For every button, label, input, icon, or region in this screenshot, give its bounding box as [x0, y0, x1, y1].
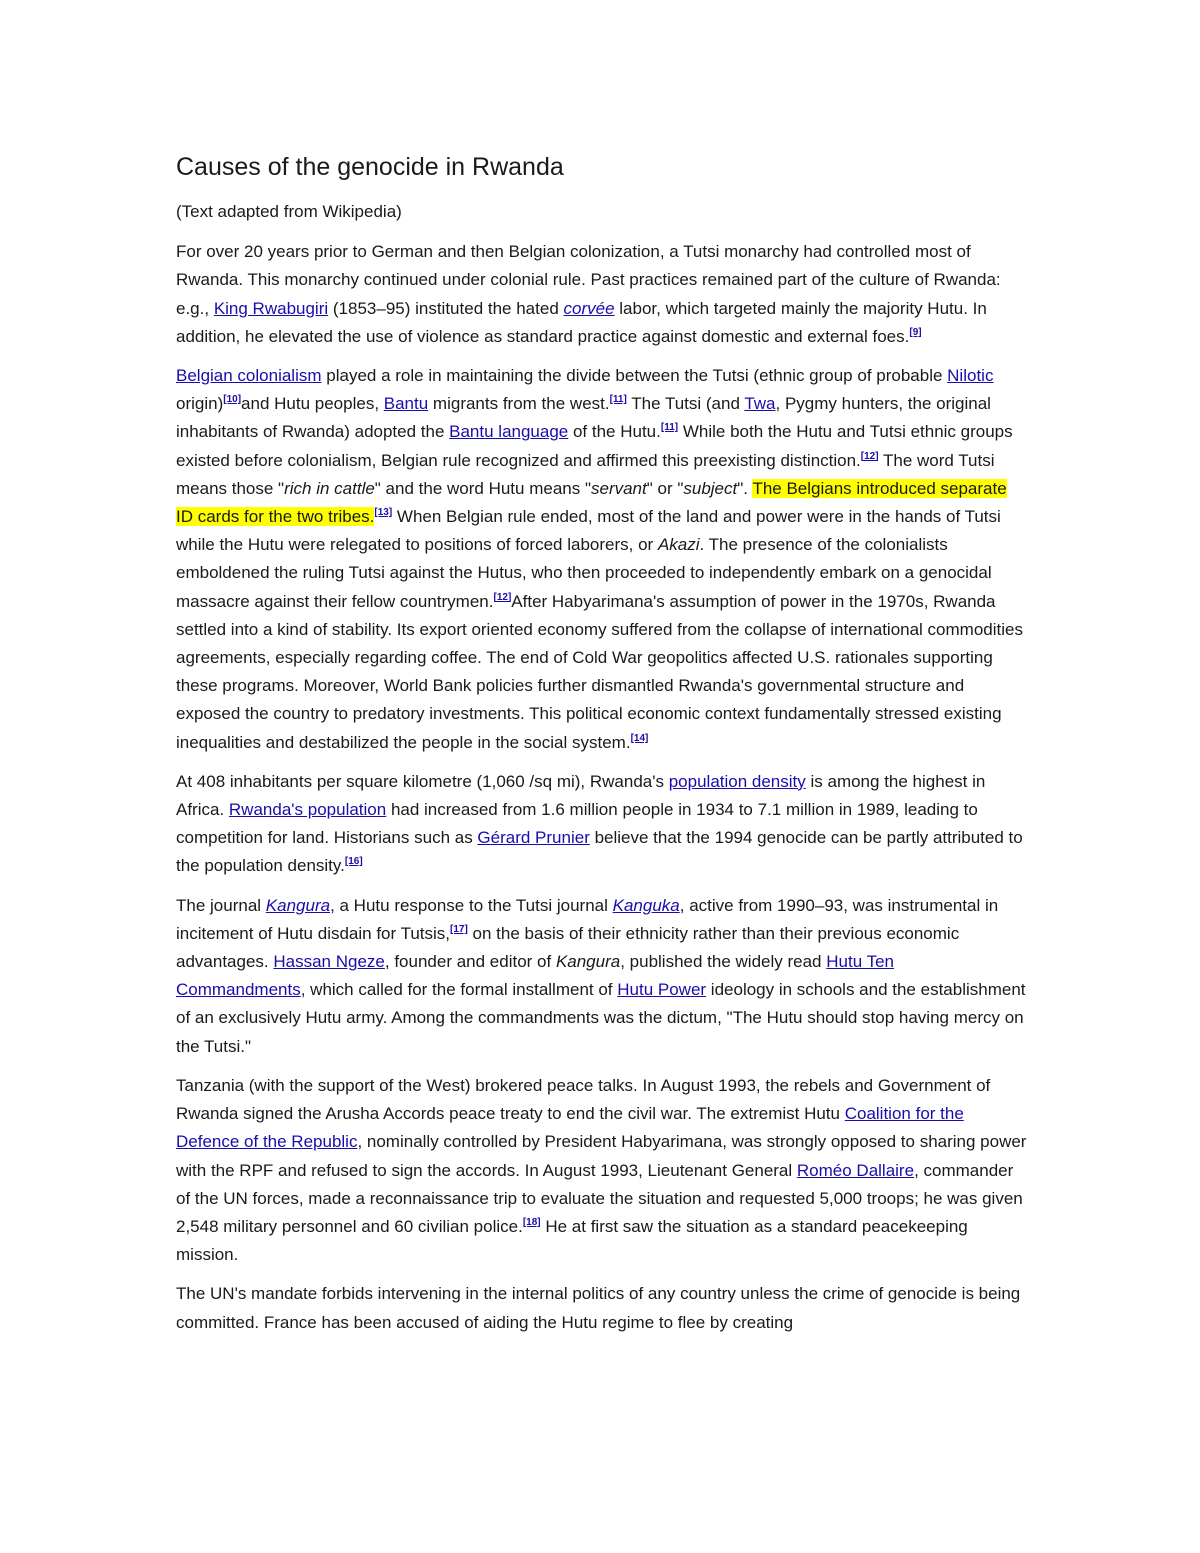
text-run: , active from 1990–93, was instrumental in incitement of Hutu disdain for Tutsis,	[176, 895, 999, 943]
emphasis-subject: subject	[683, 478, 738, 498]
text-run: believe that the 1994 genocide can be partly attributed to the population density.	[176, 828, 1023, 876]
link-romeo-dallaire[interactable]: Roméo Dallaire	[796, 1160, 915, 1180]
text-run: and Hutu peoples,	[241, 394, 384, 414]
text-run: ideology in schools and the establishment of an exclusively Hutu army. Among the commandments was the dictum, "The Hutu should stop having mercy on the Tutsi."	[176, 980, 1026, 1056]
link-gerard-prunier[interactable]: Gérard Prunier	[477, 828, 590, 848]
footnote-ref-18[interactable]: [18]	[522, 1216, 541, 1228]
link-rwandas-population[interactable]: Rwanda's population	[228, 800, 387, 820]
text-run: had increased from 1.6 million people in 1934 to 7.1 million in 1989, leading to competition for land. Historians such as	[176, 800, 978, 848]
footnote-ref-12[interactable]: [12]	[493, 591, 512, 603]
text-run: , a Hutu response to the Tutsi journal	[330, 895, 613, 915]
emphasis-akazi: Akazi	[657, 535, 700, 555]
text-run: The word Tutsi means those "	[176, 450, 995, 498]
text-run: While both the Hutu and Tutsi ethnic groups existed before colonialism, Belgian rule recognized and affirmed this preexisting distinction.	[176, 422, 1013, 470]
link-hutu-ten-commandments[interactable]: Hutu Ten Commandments	[176, 952, 894, 1000]
text-run: migrants from the west.	[428, 394, 610, 414]
footnote-ref-14[interactable]: [14]	[630, 732, 649, 744]
footnote-ref-9[interactable]: [9]	[909, 326, 922, 338]
link-nilotic[interactable]: Nilotic	[947, 366, 994, 386]
text-run: (1853–95) instituted the hated	[328, 298, 564, 318]
text-run: on the basis of their ethnicity rather than their previous economic advantages.	[176, 923, 960, 972]
text-run: origin)	[176, 394, 224, 414]
link-kangura[interactable]: Kangura	[265, 895, 331, 915]
text-run: , commander of the UN forces, made a reconnaissance trip to evaluate the situation and requested 5,000 troops; he was given 2,548 military personnel and 60 civilian police.	[176, 1160, 1023, 1236]
text-run: The UN's mandate forbids intervening in the internal politics of any country unless the crime of genocide is being committed. France has been accused of aiding the Hutu regime to flee by creating	[176, 1284, 1021, 1332]
page-title: Causes of the genocide in Rwanda	[176, 153, 564, 181]
footnote-ref-12[interactable]: [12]	[860, 450, 879, 462]
paragraph-peace-talks	[176, 1072, 1028, 1269]
text-run: , founder and editor of	[384, 952, 556, 972]
text-run: played a role in maintaining the divide between the Tutsi (ethnic group of probable	[321, 366, 948, 386]
link-population-density[interactable]: population density	[668, 771, 806, 791]
text-run: . The presence of the colonialists emboldened the ruling Tutsi against the Hutus, who then proceeded to independently embark on a genocidal massacre against their fellow countrymen.	[176, 535, 992, 611]
footnote-ref-16[interactable]: [16]	[344, 856, 363, 868]
link-king-rwabugiri[interactable]: King Rwabugiri	[213, 298, 329, 318]
text-run: labor, which targeted mainly the majority Hutu. In addition, he elevated the use of violence as standard practice against domestic and external foes.	[176, 298, 987, 346]
paragraph-monarchy	[176, 238, 1028, 351]
text-run: , published the widely read	[620, 952, 827, 972]
text-run: When Belgian rule ended, most of the land and power were in the hands of Tutsi while the Hutu were relegated to positions of forced laborers, or	[176, 507, 1001, 555]
text-run: , which called for the formal installment of	[300, 980, 618, 1000]
footnote-ref-11[interactable]: [11]	[609, 394, 627, 406]
text-run: , nominally controlled by President Habyarimana, was strongly opposed to sharing power with the RPF and refused to sign the accords. In August 1993, Lieutenant General	[176, 1132, 1027, 1180]
link-bantu[interactable]: Bantu	[383, 394, 429, 414]
paragraph-population	[176, 768, 1028, 881]
text-run: ".	[737, 478, 753, 498]
link-corvee[interactable]: corvée	[563, 298, 615, 318]
text-run: After Habyarimana's assumption of power in the 1970s, Rwanda settled into a kind of stability. Its export oriented economy suffered from the collapse of international commodities agreements, especially regarding coffee. The end of Cold War geopolitics affected U.S. rationales supporting these programs. Moreover, World Bank policies further dismantled Rwanda's governmental structure and exposed the country to predatory investments. This political economic context fundamentally stressed existing inequalities and destabilized the people in the social system.	[176, 591, 1023, 752]
paragraph-kangura	[176, 892, 1028, 1061]
text-run: He at first saw the situation as a standard peacekeeping mission.	[176, 1216, 968, 1265]
footnote-ref-11[interactable]: [11]	[660, 422, 679, 434]
paragraph-un-mandate	[176, 1280, 1028, 1336]
text-run: The journal	[176, 895, 266, 915]
text-run: of the Hutu.	[568, 422, 661, 442]
text-run: For over 20 years prior to German and then Belgian colonization, a Tutsi monarchy had controlled most of Rwanda. This monarchy continued under colonial rule. Past practices remained part of the culture of Rwanda: e.g.,	[176, 242, 1001, 318]
emphasis-kangura: Kangura	[555, 952, 621, 972]
footnote-ref-17[interactable]: [17]	[450, 923, 468, 935]
text-run: Tanzania (with the support of the West) brokered peace talks. In August 1993, the rebels and Government of Rwanda signed the Arusha Accords peace treaty to end the civil war. The extremist Hutu	[176, 1075, 991, 1124]
source-note: (Text adapted from Wikipedia)	[176, 202, 402, 221]
link-bantu-language[interactable]: Bantu language	[449, 422, 569, 442]
emphasis-rich-in-cattle: rich in cattle	[284, 478, 375, 498]
link-twa[interactable]: Twa	[744, 394, 776, 414]
link-belgian-colonialism[interactable]: Belgian colonialism	[176, 366, 322, 386]
footnote-ref-13[interactable]: [13]	[374, 507, 393, 519]
emphasis-servant: servant	[590, 478, 647, 498]
text-run: " or "	[646, 478, 684, 498]
highlighted-sentence: The Belgians introduced separate ID cards for the two tribes.	[176, 478, 1007, 527]
text-run: The Tutsi (and	[626, 394, 745, 414]
document-body	[176, 150, 1028, 1348]
text-run: At 408 inhabitants per square kilometre (1,060 /sq mi), Rwanda's	[176, 771, 669, 791]
paragraph-colonialism	[176, 362, 1028, 757]
text-run: " and the word Hutu means "	[374, 478, 591, 498]
text-run: , Pygmy hunters, the original inhabitants of Rwanda) adopted the	[176, 394, 991, 442]
footnote-ref-10[interactable]: [10]	[223, 394, 242, 406]
link-kanguka[interactable]: Kanguka	[612, 895, 680, 915]
link-coalition-defence-republic[interactable]: Coalition for the Defence of the Republic	[176, 1104, 964, 1152]
link-hutu-power[interactable]: Hutu Power	[617, 980, 707, 1000]
text-run: is among the highest in Africa.	[176, 771, 986, 820]
link-hassan-ngeze[interactable]: Hassan Ngeze	[273, 952, 385, 972]
